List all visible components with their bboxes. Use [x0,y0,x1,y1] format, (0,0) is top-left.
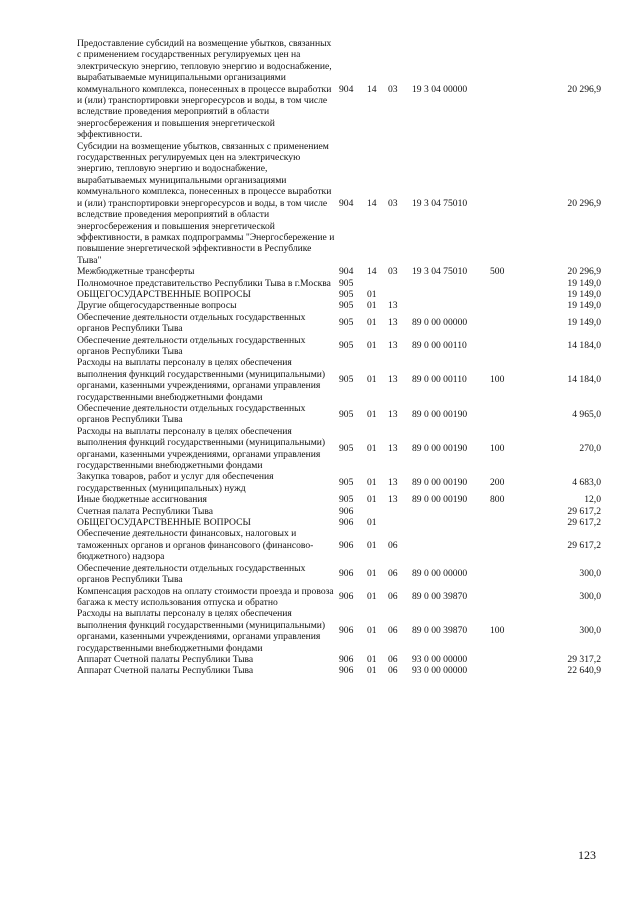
subsection-code: 06 [388,625,398,637]
target-article-code: 89 0 00 00190 [412,442,468,454]
ministry-code: 905 [339,442,354,454]
section-code: 01 [367,300,377,312]
ministry-code: 905 [339,408,354,420]
section-code: 01 [367,568,377,580]
row-name: Обеспечение деятельности отдельных государственных органов Республики Тыва [77,334,306,357]
target-article-code: 19 3 04 75010 [412,266,468,278]
expense-type-code: 100 [490,625,505,637]
row-name: Расходы на выплаты персоналу в целях обеспечения выполнения функций государственными (муниципальными) органами, казенными учреждениями, органами управления государственными внебюджетными фондами [77,608,326,654]
subsection-code [388,278,412,289]
section-code: 14 [367,266,377,278]
target-article-code: 89 0 00 00110 [412,374,467,386]
section-code: 01 [367,494,377,506]
amount: 29 617,2 [567,505,601,517]
table-row [77,608,601,654]
expense-type-code [490,654,522,665]
amount: 4 965,0 [572,408,601,420]
amount: 19 149,0 [567,277,601,289]
amount: 14 184,0 [567,340,601,352]
section-code: 01 [367,517,377,529]
subsection-code: 13 [388,340,398,352]
expense-type-code [490,38,522,141]
expense-type-code [490,278,522,289]
amount: 19 149,0 [567,288,601,300]
row-name: Обеспечение деятельности финансовых, налоговых и таможенных органов и органов финансового (финансово-бюджетного) надзора [77,528,314,563]
section-code: 01 [367,442,377,454]
amount: 20 296,9 [567,83,601,95]
table-row [77,586,601,609]
ministry-code: 905 [339,340,354,352]
target-article-code [412,278,490,289]
table-row [77,403,601,426]
ministry-code: 906 [339,665,354,677]
amount: 20 296,9 [567,266,601,278]
row-name: ОБЩЕГОСУДАРСТВЕННЫЕ ВОПРОСЫ [77,288,251,300]
target-article-code: 19 3 04 00000 [412,83,468,95]
row-name: Межбюджетные трансферты [77,266,195,278]
subsection-code: 13 [388,374,398,386]
target-article-code: 89 0 00 00000 [412,568,468,580]
section-code: 01 [367,374,377,386]
target-article-code [412,528,490,562]
amount: 14 184,0 [567,374,601,386]
table-row [77,300,601,311]
expense-type-code [490,517,522,528]
subsection-code: 03 [388,197,398,209]
table-row [77,528,601,562]
row-name: Аппарат Счетной палаты Республики Тыва [77,653,254,665]
subsection-code: 06 [388,665,398,677]
row-name: Закупка товаров, работ и услуг для обеспечения государственных (муниципальных) нужд [77,471,274,494]
ministry-code: 905 [339,317,354,329]
ministry-code: 905 [339,300,354,312]
ministry-code: 905 [339,494,354,506]
expense-type-code [490,586,522,609]
expense-type-code [490,563,522,586]
section-code [365,506,388,517]
section-code: 01 [367,340,377,352]
row-name: Расходы на выплаты персоналу в целях обеспечения выполнения функций государственными (муниципальными) органами, казенными учреждениями, органами управления государственными внебюджетными фондами [77,425,326,472]
table-row [77,563,601,586]
ministry-code: 905 [339,277,354,289]
table-row [77,312,601,335]
table-row [77,141,601,266]
row-name: Счетная палата Республики Тыва [77,505,214,517]
ministry-code: 906 [339,653,354,665]
table-row [77,654,601,665]
table-row [77,289,601,300]
table-row [77,335,601,358]
ministry-code: 905 [339,288,354,300]
amount: 29 617,2 [567,517,601,529]
target-article-code [412,300,490,311]
subsection-code: 06 [388,591,398,603]
table-row [77,278,601,289]
row-name: Аппарат Счетной палаты Республики Тыва [77,665,254,677]
amount: 300,0 [579,591,601,603]
row-name: Иные бюджетные ассигнования [77,494,207,506]
target-article-code: 89 0 00 00190 [412,408,468,420]
target-article-code: 89 0 00 00000 [412,317,468,329]
target-article-code: 93 0 00 00000 [412,665,468,677]
target-article-code [412,506,490,517]
amount: 300,0 [579,625,601,637]
ministry-code: 905 [339,374,354,386]
budget-table-body [77,38,601,677]
table-row [77,426,601,472]
section-code [365,278,388,289]
ministry-code: 904 [339,83,354,95]
subsection-code: 13 [388,477,398,489]
table-row [77,517,601,528]
row-name: Расходы на выплаты персоналу в целях обеспечения выполнения функций государственными (муниципальными) органами, казенными учреждениями, органами управления государственными внебюджетными фондами [77,357,326,403]
section-code: 01 [367,591,377,603]
ministry-code: 906 [339,591,354,603]
row-name: Субсидии на возмещение убытков, связанных с применением государственных регулируемых цен на электрическую энергию, тепловую энергию и водоснабжение, вырабатываемых муниципальными организациями коммунального комплекса, понесенных в процессе выработки и (или) транспортировки энергоресурсов и воды, в том числе вследствие проведения мероприятий в области энергосбережения и повышения энергетической эффективности, в рамках подпрограммы "Энергосбережение и повышение энергетической эффективности в Республике Тыва" [77,140,335,266]
subsection-code: 03 [388,83,398,95]
budget-table [77,38,601,677]
table-row [77,494,601,505]
amount: 12,0 [584,494,601,506]
subsection-code: 03 [388,266,398,278]
subsection-code: 06 [388,568,398,580]
section-code: 01 [367,317,377,329]
subsection-code: 13 [388,494,398,506]
expense-type-code: 100 [490,442,505,454]
amount: 22 640,9 [567,665,601,677]
table-row [77,266,601,277]
subsection-code [388,289,412,300]
expense-type-code [490,335,522,358]
subsection-code: 13 [388,300,398,312]
ministry-code: 906 [339,505,354,517]
ministry-code: 905 [339,477,354,489]
subsection-code [388,506,412,517]
ministry-code: 906 [339,517,354,529]
row-name: Компенсация расходов на оплату стоимости проезда и провоза багажа к месту использования отпуска и обратно [77,585,334,608]
amount: 270,0 [579,442,601,454]
target-article-code: 89 0 00 39870 [412,625,468,637]
row-name: Обеспечение деятельности отдельных государственных органов Республики Тыва [77,562,306,586]
expense-type-code [490,403,522,426]
table-row [77,506,601,517]
ministry-code: 904 [339,266,354,278]
table-row [77,38,601,141]
expense-type-code: 800 [490,494,505,506]
ministry-code: 906 [339,625,354,637]
ministry-code: 906 [339,539,354,551]
subsection-code: 13 [388,408,398,420]
expense-type-code [490,312,522,335]
target-article-code [412,517,490,528]
row-name: Полномочное представительство Республики Тыва в г.Москва [77,277,331,289]
expense-type-code [490,300,522,311]
section-code: 01 [367,665,377,677]
page-number: 123 [578,848,596,862]
amount: 19 149,0 [567,317,601,329]
section-code: 14 [367,197,377,209]
section-code: 01 [367,625,377,637]
expense-type-code [490,528,522,562]
target-article-code: 89 0 00 00190 [412,494,468,506]
table-row [77,665,601,676]
subsection-code [388,517,412,528]
amount: 29 317,2 [567,653,601,665]
subsection-code: 13 [388,442,398,454]
section-code: 14 [367,83,377,95]
subsection-code: 06 [388,653,398,665]
row-name: Обеспечение деятельности отдельных государственных органов Республики Тыва [77,403,306,426]
table-row [77,471,601,494]
row-name: ОБЩЕГОСУДАРСТВЕННЫЕ ВОПРОСЫ [77,517,251,529]
section-code: 01 [367,653,377,665]
amount: 29 617,2 [567,539,601,551]
subsection-code: 13 [388,317,398,329]
expense-type-code [490,289,522,300]
amount: 4 683,0 [572,477,601,489]
expense-type-code [490,665,522,676]
section-code: 01 [367,288,377,300]
amount: 300,0 [579,568,601,580]
subsection-code: 06 [388,539,398,551]
target-article-code: 19 3 04 75010 [412,197,468,209]
amount: 19 149,0 [567,300,601,312]
target-article-code: 89 0 00 00110 [412,340,467,352]
expense-type-code: 100 [490,374,505,386]
table-row [77,357,601,403]
expense-type-code: 500 [490,266,505,278]
target-article-code [412,289,490,300]
target-article-code: 89 0 00 00190 [412,477,468,489]
row-name: Обеспечение деятельности отдельных государственных органов Республики Тыва [77,311,306,335]
ministry-code: 904 [339,197,354,209]
target-article-code: 89 0 00 39870 [412,591,468,603]
expense-type-code: 200 [490,477,505,489]
target-article-code: 93 0 00 00000 [412,653,468,665]
section-code: 01 [367,477,377,489]
row-name: Другие общегосударственные вопросы [77,300,237,312]
row-name: Предоставление субсидий на возмещение убытков, связанных с применением государственных регулируемых цен на электрическую энергию, тепловую энергию и водоснабжение, вырабатываемые муниципальными организациями коммунального комплекса, понесенных в процессе выработки и (или) транспортировки энергоресурсов и воды, в том числе вследствие проведения мероприятий в области энергосбережения и повышения энергетической эффективности. [77,38,332,141]
expense-type-code [490,141,522,266]
amount: 20 296,9 [567,197,601,209]
ministry-code: 906 [339,568,354,580]
section-code: 01 [367,408,377,420]
section-code: 01 [367,539,377,551]
expense-type-code [490,506,522,517]
